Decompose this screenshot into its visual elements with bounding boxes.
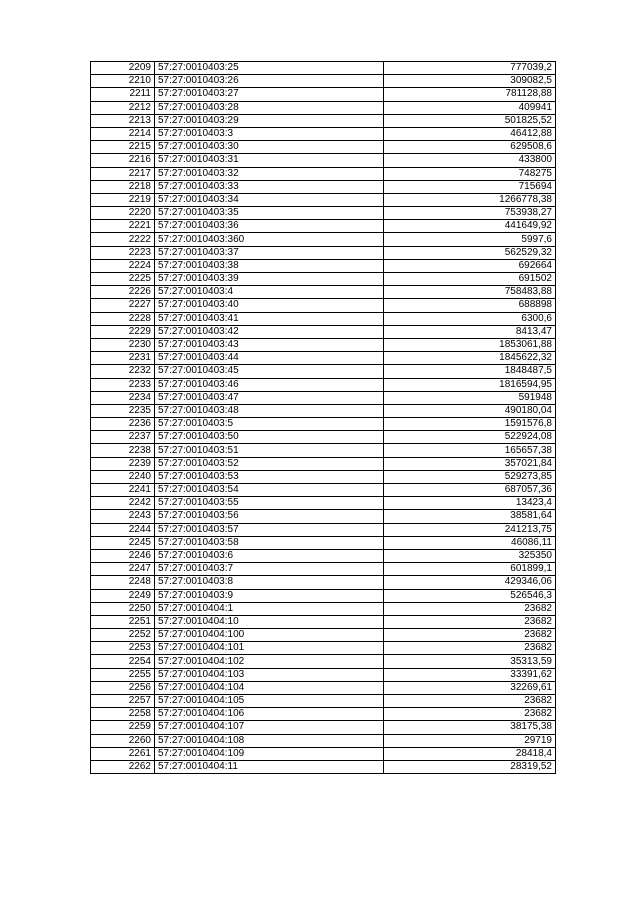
row-number-cell: 2227 [91,299,155,312]
table-row [91,721,556,734]
value-cell: 691502 [384,273,556,286]
table-row [91,154,556,167]
table-row [91,273,556,286]
row-number-cell: 2216 [91,154,155,167]
value-cell: 23682 [384,695,556,708]
cadastral-number-cell: 57:27:0010404:105 [155,695,384,708]
table-row [91,655,556,668]
cadastral-number-cell: 57:27:0010403:34 [155,193,384,206]
row-number-cell: 2253 [91,642,155,655]
table-row [91,536,556,549]
row-number-cell: 2239 [91,457,155,470]
row-number-cell: 2223 [91,246,155,259]
row-number-cell: 2258 [91,708,155,721]
table-row [91,747,556,760]
cadastral-number-cell: 57:27:0010403:35 [155,207,384,220]
cadastral-number-cell: 57:27:0010403:44 [155,352,384,365]
cadastral-number-cell: 57:27:0010404:101 [155,642,384,655]
value-cell: 715694 [384,180,556,193]
table-row [91,312,556,325]
row-number-cell: 2257 [91,695,155,708]
value-cell: 409941 [384,101,556,114]
cadastral-number-cell: 57:27:0010403:40 [155,299,384,312]
table-row [91,708,556,721]
table-row [91,563,556,576]
cadastral-number-cell: 57:27:0010403:47 [155,391,384,404]
table-row [91,734,556,747]
cadastral-value-table [90,61,556,774]
cadastral-number-cell: 57:27:0010403:41 [155,312,384,325]
value-cell: 165657,38 [384,444,556,457]
value-cell: 309082,5 [384,75,556,88]
table-row [91,167,556,180]
table-row [91,431,556,444]
cadastral-number-cell: 57:27:0010403:7 [155,563,384,576]
table-row [91,681,556,694]
cadastral-number-cell: 57:27:0010403:4 [155,286,384,299]
table-row [91,760,556,773]
value-cell: 23682 [384,708,556,721]
row-number-cell: 2236 [91,418,155,431]
row-number-cell: 2247 [91,563,155,576]
row-number-cell: 2245 [91,536,155,549]
table-body [91,62,556,774]
cadastral-number-cell: 57:27:0010404:104 [155,681,384,694]
value-cell: 758483,88 [384,286,556,299]
row-number-cell: 2218 [91,180,155,193]
row-number-cell: 2256 [91,681,155,694]
cadastral-number-cell: 57:27:0010404:10 [155,615,384,628]
table-row [91,629,556,642]
value-cell: 23682 [384,629,556,642]
table-row [91,88,556,101]
table-row [91,457,556,470]
value-cell: 688898 [384,299,556,312]
table-row [91,299,556,312]
value-cell: 1848487,5 [384,365,556,378]
cadastral-number-cell: 57:27:0010403:37 [155,246,384,259]
cadastral-number-cell: 57:27:0010404:100 [155,629,384,642]
cadastral-number-cell: 57:27:0010403:46 [155,378,384,391]
row-number-cell: 2224 [91,259,155,272]
table-row [91,378,556,391]
table-row [91,75,556,88]
row-number-cell: 2233 [91,378,155,391]
table-row [91,193,556,206]
cadastral-number-cell: 57:27:0010403:25 [155,62,384,75]
cadastral-number-cell: 57:27:0010403:29 [155,114,384,127]
row-number-cell: 2217 [91,167,155,180]
table-row [91,484,556,497]
table-row [91,338,556,351]
table-row [91,246,556,259]
table-row [91,286,556,299]
row-number-cell: 2260 [91,734,155,747]
row-number-cell: 2237 [91,431,155,444]
table-row [91,220,556,233]
cadastral-number-cell: 57:27:0010404:102 [155,655,384,668]
cadastral-number-cell: 57:27:0010403:58 [155,536,384,549]
row-number-cell: 2251 [91,615,155,628]
value-cell: 46412,88 [384,127,556,140]
value-cell: 46086,11 [384,536,556,549]
table-row [91,101,556,114]
row-number-cell: 2242 [91,497,155,510]
value-cell: 526546,3 [384,589,556,602]
cadastral-number-cell: 57:27:0010403:9 [155,589,384,602]
row-number-cell: 2211 [91,88,155,101]
table-row [91,404,556,417]
row-number-cell: 2246 [91,549,155,562]
value-cell: 522924,08 [384,431,556,444]
value-cell: 748275 [384,167,556,180]
value-cell: 23682 [384,642,556,655]
cadastral-number-cell: 57:27:0010403:30 [155,141,384,154]
row-number-cell: 2234 [91,391,155,404]
row-number-cell: 2232 [91,365,155,378]
value-cell: 429346,06 [384,576,556,589]
table-row [91,233,556,246]
value-cell: 38175,38 [384,721,556,734]
cadastral-number-cell: 57:27:0010403:43 [155,338,384,351]
cadastral-number-cell: 57:27:0010403:52 [155,457,384,470]
cadastral-number-cell: 57:27:0010404:109 [155,747,384,760]
row-number-cell: 2209 [91,62,155,75]
cadastral-number-cell: 57:27:0010403:51 [155,444,384,457]
table-row [91,695,556,708]
value-cell: 501825,52 [384,114,556,127]
value-cell: 357021,84 [384,457,556,470]
cadastral-number-cell: 57:27:0010403:53 [155,470,384,483]
value-cell: 38581,64 [384,510,556,523]
cadastral-number-cell: 57:27:0010403:56 [155,510,384,523]
table-row [91,62,556,75]
value-cell: 753938,27 [384,207,556,220]
row-number-cell: 2250 [91,602,155,615]
table-row [91,207,556,220]
row-number-cell: 2252 [91,629,155,642]
table-row [91,352,556,365]
cadastral-number-cell: 57:27:0010403:28 [155,101,384,114]
table-row [91,615,556,628]
cadastral-number-cell: 57:27:0010403:8 [155,576,384,589]
table-row [91,127,556,140]
row-number-cell: 2225 [91,273,155,286]
row-number-cell: 2229 [91,325,155,338]
table-row [91,549,556,562]
row-number-cell: 2214 [91,127,155,140]
row-number-cell: 2262 [91,760,155,773]
cadastral-number-cell: 57:27:0010403:42 [155,325,384,338]
cadastral-number-cell: 57:27:0010403:55 [155,497,384,510]
value-cell: 1853061,88 [384,338,556,351]
row-number-cell: 2261 [91,747,155,760]
cadastral-number-cell: 57:27:0010403:48 [155,404,384,417]
cadastral-number-cell: 57:27:0010404:108 [155,734,384,747]
table-row [91,602,556,615]
row-number-cell: 2249 [91,589,155,602]
value-cell: 433800 [384,154,556,167]
cadastral-number-cell: 57:27:0010404:107 [155,721,384,734]
value-cell: 32269,61 [384,681,556,694]
cadastral-number-cell: 57:27:0010403:26 [155,75,384,88]
row-number-cell: 2212 [91,101,155,114]
table-row [91,418,556,431]
value-cell: 29719 [384,734,556,747]
row-number-cell: 2255 [91,668,155,681]
cadastral-number-cell: 57:27:0010403:45 [155,365,384,378]
cadastral-number-cell: 57:27:0010403:6 [155,549,384,562]
value-cell: 1845622,32 [384,352,556,365]
row-number-cell: 2240 [91,470,155,483]
row-number-cell: 2226 [91,286,155,299]
table-row [91,510,556,523]
cadastral-number-cell: 57:27:0010403:38 [155,259,384,272]
cadastral-number-cell: 57:27:0010403:54 [155,484,384,497]
row-number-cell: 2220 [91,207,155,220]
value-cell: 28319,52 [384,760,556,773]
cadastral-number-cell: 57:27:0010403:360 [155,233,384,246]
cadastral-number-cell: 57:27:0010403:27 [155,88,384,101]
value-cell: 33391,62 [384,668,556,681]
table-row [91,523,556,536]
table-row [91,365,556,378]
value-cell: 777039,2 [384,62,556,75]
cadastral-number-cell: 57:27:0010403:57 [155,523,384,536]
value-cell: 35313,59 [384,655,556,668]
row-number-cell: 2244 [91,523,155,536]
value-cell: 687057,36 [384,484,556,497]
value-cell: 5997,6 [384,233,556,246]
row-number-cell: 2221 [91,220,155,233]
value-cell: 23682 [384,615,556,628]
table-row [91,141,556,154]
value-cell: 601899,1 [384,563,556,576]
value-cell: 629508,6 [384,141,556,154]
cadastral-number-cell: 57:27:0010403:31 [155,154,384,167]
cadastral-number-cell: 57:27:0010403:50 [155,431,384,444]
row-number-cell: 2213 [91,114,155,127]
table-row [91,642,556,655]
table-row [91,576,556,589]
value-cell: 562529,32 [384,246,556,259]
value-cell: 1266778,38 [384,193,556,206]
cadastral-number-cell: 57:27:0010403:39 [155,273,384,286]
cadastral-number-cell: 57:27:0010403:3 [155,127,384,140]
value-cell: 28418,4 [384,747,556,760]
row-number-cell: 2241 [91,484,155,497]
row-number-cell: 2222 [91,233,155,246]
value-cell: 441649,92 [384,220,556,233]
value-cell: 23682 [384,602,556,615]
row-number-cell: 2259 [91,721,155,734]
table-row [91,589,556,602]
value-cell: 8413,47 [384,325,556,338]
value-cell: 13423,4 [384,497,556,510]
cadastral-number-cell: 57:27:0010403:36 [155,220,384,233]
value-cell: 529273,85 [384,470,556,483]
row-number-cell: 2230 [91,338,155,351]
row-number-cell: 2243 [91,510,155,523]
value-cell: 692664 [384,259,556,272]
value-cell: 325350 [384,549,556,562]
value-cell: 490180,04 [384,404,556,417]
value-cell: 1816594,95 [384,378,556,391]
row-number-cell: 2235 [91,404,155,417]
cadastral-number-cell: 57:27:0010404:1 [155,602,384,615]
row-number-cell: 2219 [91,193,155,206]
cadastral-number-cell: 57:27:0010404:103 [155,668,384,681]
row-number-cell: 2254 [91,655,155,668]
value-cell: 1591576,8 [384,418,556,431]
cadastral-number-cell: 57:27:0010404:11 [155,760,384,773]
row-number-cell: 2228 [91,312,155,325]
table-row [91,470,556,483]
value-cell: 591948 [384,391,556,404]
value-cell: 241213,75 [384,523,556,536]
row-number-cell: 2215 [91,141,155,154]
value-cell: 6300,6 [384,312,556,325]
table-row [91,180,556,193]
table-row [91,259,556,272]
value-cell: 781128,88 [384,88,556,101]
row-number-cell: 2238 [91,444,155,457]
table-row [91,444,556,457]
cadastral-number-cell: 57:27:0010404:106 [155,708,384,721]
cadastral-number-cell: 57:27:0010403:5 [155,418,384,431]
row-number-cell: 2210 [91,75,155,88]
cadastral-number-cell: 57:27:0010403:32 [155,167,384,180]
cadastral-number-cell: 57:27:0010403:33 [155,180,384,193]
row-number-cell: 2248 [91,576,155,589]
table-row [91,325,556,338]
table-row [91,668,556,681]
table-row [91,114,556,127]
row-number-cell: 2231 [91,352,155,365]
table-row [91,497,556,510]
table-row [91,391,556,404]
